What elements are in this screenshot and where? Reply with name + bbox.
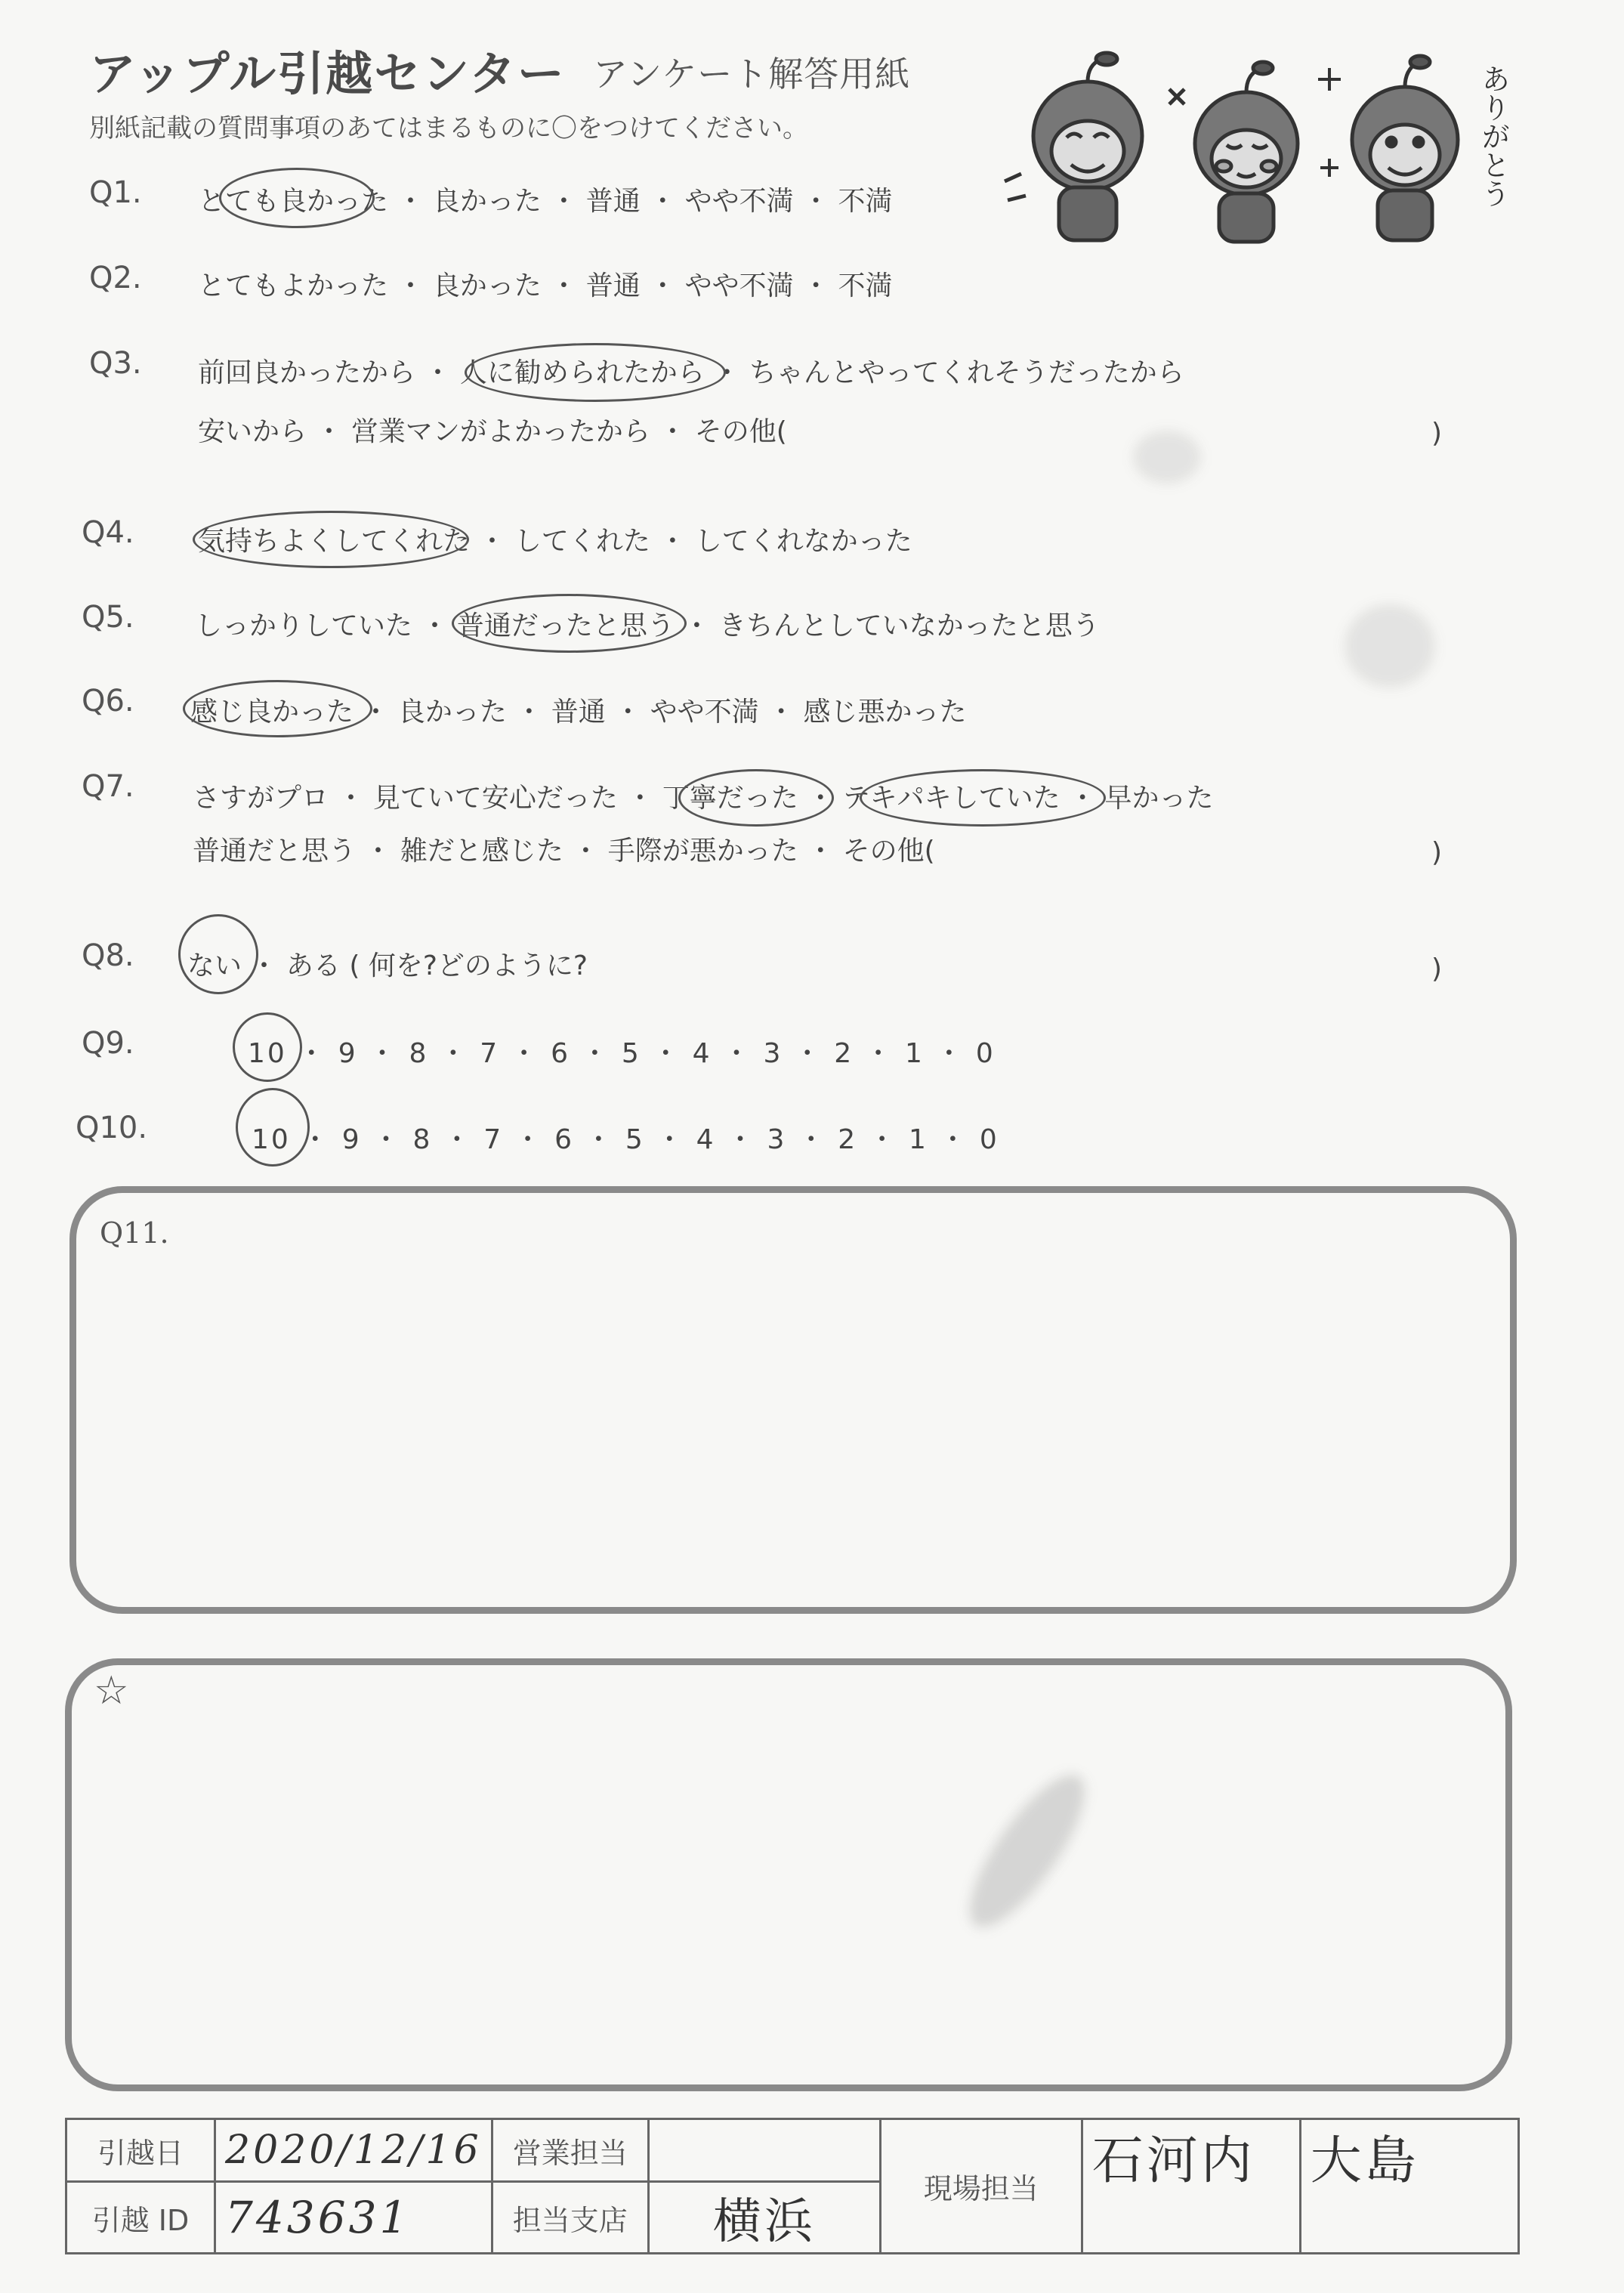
move-id-label: 引越 ID: [66, 2182, 215, 2254]
branch-value: [648, 2182, 880, 2254]
q4-answer-circle: [193, 511, 469, 568]
q11-comment-box[interactable]: [69, 1186, 1517, 1614]
q8-options[interactable]: ない ・ ある ( 何を?どのように?: [187, 950, 588, 981]
q2-options[interactable]: とてもよかった ・ 良かった ・ 普通 ・ やや不満 ・ 不満: [198, 270, 893, 301]
q7-options-line2[interactable]: 普通だと思う ・ 雑だと感じた ・ 手際が悪かった ・ その他(: [193, 836, 935, 867]
q1-options[interactable]: とても良かった ・ 良かった ・ 普通 ・ やや不満 ・ 不満: [198, 186, 893, 217]
monkey-mascots-illustration: [997, 45, 1541, 249]
scan-smudge: [1133, 431, 1201, 484]
site-staff-label: 現場担当: [880, 2119, 1082, 2254]
site-staff-1: [1082, 2119, 1300, 2254]
branch-label: 担当支店: [492, 2182, 648, 2254]
q4-options[interactable]: 気持ちよくしてくれた ・ してくれた ・ してくれなかった: [198, 526, 912, 557]
q9-scale[interactable]: 10 ・ 9 ・ 8 ・ 7 ・ 6 ・ 5 ・ 4 ・ 3 ・ 2 ・ 1 ・ 0: [248, 1038, 996, 1069]
q3-label: Q3.: [89, 346, 142, 381]
form-subtitle: アンケート解答用紙: [593, 54, 911, 94]
q4-label: Q4.: [82, 515, 134, 550]
sales-staff-value: [648, 2119, 880, 2182]
star-label: ☆: [94, 1668, 129, 1714]
q6-answer-circle: [183, 680, 372, 737]
move-id-value: [215, 2182, 492, 2254]
q1-answer-circle: [219, 168, 375, 228]
q9-answer-circle: [233, 1012, 302, 1082]
q8-answer-circle: [178, 914, 258, 994]
q7-label: Q7.: [82, 769, 134, 804]
q11-label: Q11.: [100, 1216, 169, 1250]
q6-label: Q6.: [82, 684, 134, 718]
q10-answer-circle: [236, 1088, 310, 1167]
q10-scale[interactable]: 10 ・ 9 ・ 8 ・ 7 ・ 6 ・ 5 ・ 4 ・ 3 ・ 2 ・ 1 ・ 0: [252, 1124, 999, 1155]
scan-smudge: [1345, 604, 1435, 688]
q7-answer-circle-tekipaki: [860, 769, 1106, 827]
q7-close-paren: ): [1431, 837, 1443, 868]
move-date-label: 引越日: [66, 2119, 215, 2182]
sales-staff-label: 営業担当: [492, 2119, 648, 2182]
star-comment-box[interactable]: [65, 1658, 1512, 2091]
move-date-handwritten: 2020/12/16: [225, 2128, 482, 2173]
q7-options-line1[interactable]: さすがプロ ・ 見ていて安心だった ・ 丁寧だった ・ テキパキしていた ・ 早かった: [193, 783, 1214, 814]
q5-options[interactable]: しっかりしていた ・ 普通だったと思う ・ きちんとしていなかったと思う: [195, 610, 1100, 641]
q3-close-paren: ): [1431, 418, 1443, 449]
q3-options-line1[interactable]: 前回良かったから ・ 人に勧められたから ・ ちゃんとやってくれそうだったから: [198, 357, 1184, 388]
q5-answer-circle: [452, 594, 687, 653]
branch-handwritten: 横浜: [712, 2194, 816, 2250]
q6-options[interactable]: 感じ良かった ・ 良かった ・ 普通 ・ やや不満 ・ 感じ悪かった: [190, 697, 967, 728]
form-title: アップル引越センター: [89, 46, 566, 101]
q5-label: Q5.: [82, 600, 134, 635]
site-staff-1-handwritten: 石河内: [1091, 2131, 1255, 2191]
site-staff-2: [1300, 2119, 1518, 2254]
move-date-value: [215, 2119, 492, 2182]
q1-label: Q1.: [89, 175, 142, 210]
q8-label: Q8.: [82, 938, 134, 973]
instruction-text: 別紙記載の質問事項のあてはまるものに〇をつけてください。: [89, 113, 808, 144]
q2-label: Q2.: [89, 261, 142, 295]
footer-info-table: [65, 2118, 1520, 2254]
q3-answer-circle: [465, 343, 726, 402]
q9-label: Q9.: [82, 1026, 134, 1061]
q8-close-paren: ): [1431, 953, 1443, 984]
move-id-handwritten: 743631: [225, 2192, 411, 2243]
q7-answer-circle-teinei: [678, 769, 834, 827]
site-staff-2-handwritten: 大島: [1310, 2131, 1419, 2191]
q3-options-line2[interactable]: 安いから ・ 営業マンがよかったから ・ その他(: [198, 416, 787, 447]
q10-label: Q10.: [76, 1111, 148, 1145]
thanks-text: ありがとう: [1477, 64, 1510, 208]
